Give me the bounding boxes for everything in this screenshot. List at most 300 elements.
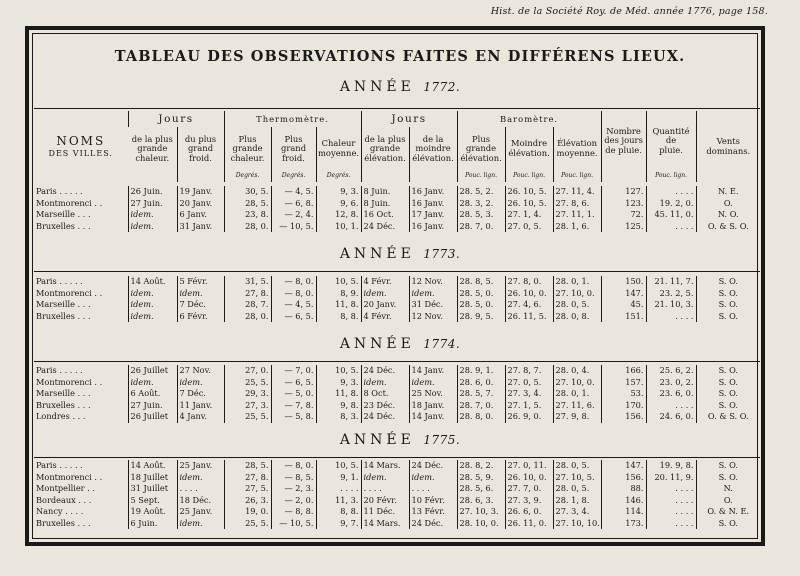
cell-jour-chaleur: 26 Juillet	[128, 365, 177, 377]
cell-quantite-pluie: . . . .	[646, 311, 696, 323]
cell-vents: N. O.	[696, 209, 760, 221]
cell-vents: S. O.	[696, 299, 760, 311]
cell-thermo-moyenne: 9, 7.	[316, 518, 361, 530]
units-pouc-3: Pouc. lign.	[553, 171, 601, 182]
cell-thermo-chaleur: 28, 7.	[224, 299, 271, 311]
cell-jour-moindre: 17 Janv.	[409, 209, 457, 221]
cell-jour-chaleur: 26 Juin.	[128, 186, 177, 198]
cell-baro-moyenne: 27. 8, 6.	[553, 198, 601, 210]
cell-thermo-moyenne: 10, 5.	[316, 276, 361, 288]
cell-baro-moindre: 26. 10, 5.	[505, 198, 553, 210]
cell-jour-moindre: 16 Janv.	[409, 198, 457, 210]
cell-ville: Paris . . . . .	[36, 365, 83, 376]
cell-jour-elevation: 14 Mars.	[361, 460, 409, 472]
cell-jour-elevation: 20 Janv.	[361, 299, 409, 311]
cell-baro-plus: 28. 5, 0.	[457, 299, 505, 311]
cell-jour-elevation: 4 Févr.	[361, 276, 409, 288]
cell-jours-pluie: 173.	[601, 518, 646, 530]
year-heading-1773: ANNÉE 1773.	[339, 246, 461, 262]
cell-thermo-moyenne: 10, 5.	[316, 365, 361, 377]
cell-thermo-froid: — 5, 0.	[271, 388, 316, 400]
units-degres-3: Degrés.	[316, 171, 361, 182]
table-row	[34, 311, 760, 323]
cell-jours-pluie: 147.	[601, 288, 646, 300]
cell-jour-moindre: idem.	[409, 377, 457, 389]
cell-jour-froid: 6 Janv.	[177, 209, 224, 221]
table-row	[34, 411, 760, 423]
header-rule-top	[34, 108, 760, 109]
cell-jour-froid: 7 Déc.	[177, 299, 224, 311]
cell-thermo-moyenne: 12, 8.	[316, 209, 361, 221]
cell-thermo-moyenne: 9, 8.	[316, 400, 361, 412]
cell-quantite-pluie: . . . .	[646, 400, 696, 412]
cell-vents: S. O.	[696, 377, 760, 389]
cell-jour-chaleur: 14 Août.	[128, 276, 177, 288]
cell-ville: Nancy . . . .	[36, 506, 84, 517]
cell-jours-pluie: 156.	[601, 411, 646, 423]
cell-baro-plus: 28. 10, 0.	[457, 518, 505, 530]
cell-jour-moindre: 13 Févr.	[409, 506, 457, 518]
cell-jour-chaleur: 27 Juin.	[128, 400, 177, 412]
cell-jour-chaleur: 27 Juin.	[128, 198, 177, 210]
cell-vents: O.	[696, 198, 760, 210]
cell-jour-moindre: idem.	[409, 288, 457, 300]
cell-jour-moindre: 18 Janv.	[409, 400, 457, 412]
cell-quantite-pluie: . . . .	[646, 506, 696, 518]
cell-thermo-froid: — 8, 5.	[271, 472, 316, 484]
cell-baro-plus: 28. 6, 3.	[457, 495, 505, 507]
units-pouc-4: Pouc. lign.	[646, 171, 696, 182]
cell-thermo-froid: — 7, 8.	[271, 400, 316, 412]
cell-jour-chaleur: 18 Juillet	[128, 472, 177, 484]
cell-thermo-froid: — 5, 8.	[271, 411, 316, 423]
cell-baro-moindre: 26. 10, 0.	[505, 472, 553, 484]
cell-jour-froid: 19 Janv.	[177, 186, 224, 198]
cell-quantite-pluie: . . . .	[646, 518, 696, 530]
cell-jour-froid: 31 Janv.	[177, 221, 224, 233]
cell-vents: S. O.	[696, 288, 760, 300]
cell-ville: Paris . . . . .	[36, 276, 83, 287]
cell-thermo-froid: — 6, 5.	[271, 377, 316, 389]
cell-ville: Paris . . . . .	[36, 186, 83, 197]
cell-quantite-pluie: 23. 6, 0.	[646, 388, 696, 400]
cell-jour-elevation: 14 Mars.	[361, 518, 409, 530]
cell-vents: S. O.	[696, 388, 760, 400]
cell-jour-elevation: 24 Déc.	[361, 365, 409, 377]
cell-thermo-moyenne: 8, 8.	[316, 311, 361, 323]
cell-thermo-moyenne: 9, 3.	[316, 377, 361, 389]
cell-vents: S. O.	[696, 472, 760, 484]
cell-baro-plus: 28. 8, 2.	[457, 460, 505, 472]
cell-thermo-chaleur: 19, 0.	[224, 506, 271, 518]
cell-jour-chaleur: 26 Juillet	[128, 411, 177, 423]
cell-jours-pluie: 150.	[601, 276, 646, 288]
cell-jour-chaleur: 6 Août.	[128, 388, 177, 400]
cell-thermo-chaleur: 29, 3.	[224, 388, 271, 400]
cell-thermo-chaleur: 27, 5.	[224, 483, 271, 495]
table-row	[34, 198, 760, 210]
cell-thermo-moyenne: 10, 1.	[316, 221, 361, 233]
data-table-1775	[34, 460, 760, 529]
cell-ville: Montpellier . .	[36, 483, 95, 494]
cell-ville: Montmorenci . .	[36, 287, 103, 298]
cell-baro-plus: 28. 5, 3.	[457, 209, 505, 221]
cell-baro-moindre: 26. 11, 0.	[505, 518, 553, 530]
cell-jour-moindre: idem.	[409, 472, 457, 484]
cell-vents: O.	[696, 495, 760, 507]
cell-thermo-chaleur: 25, 5.	[224, 411, 271, 423]
cell-ville: Bruxelles . . .	[36, 310, 91, 321]
cell-quantite-pluie: 21. 10, 3.	[646, 299, 696, 311]
cell-vents: S. O.	[696, 365, 760, 377]
cell-baro-plus: 28. 8, 5.	[457, 276, 505, 288]
cell-baro-plus: 28. 5, 6.	[457, 483, 505, 495]
col-group-jours-temp: Jours	[128, 111, 224, 127]
cell-jour-elevation: 4 Févr.	[361, 311, 409, 323]
cell-thermo-chaleur: 25, 5.	[224, 518, 271, 530]
cell-ville: Montmorenci . .	[36, 376, 103, 387]
cell-thermo-froid: — 4, 5.	[271, 299, 316, 311]
cell-jour-elevation: 24 Déc.	[361, 221, 409, 233]
cell-baro-moindre: 27. 0, 5.	[505, 221, 553, 233]
cell-thermo-moyenne: 8, 9.	[316, 288, 361, 300]
cell-baro-plus: 28. 3, 2.	[457, 198, 505, 210]
table-row	[34, 186, 760, 198]
table-row	[34, 495, 760, 507]
cell-jours-pluie: 114.	[601, 506, 646, 518]
table-row	[34, 518, 760, 530]
cell-ville: Paris . . . . .	[36, 460, 83, 471]
cell-baro-plus: 28. 6, 0.	[457, 377, 505, 389]
col-thermo-froid: Plus grand froid.	[271, 127, 316, 171]
cell-baro-moindre: 27. 3, 4.	[505, 388, 553, 400]
cell-baro-moyenne: 28. 0, 1.	[553, 388, 601, 400]
cell-quantite-pluie: 45. 11, 0.	[646, 209, 696, 221]
table-row	[34, 388, 760, 400]
cell-jour-chaleur: 14 Août.	[128, 460, 177, 472]
cell-baro-moyenne: 28. 0, 8.	[553, 311, 601, 323]
cell-ville: Montmorenci . .	[36, 197, 103, 208]
cell-jour-froid: 25 Janv.	[177, 506, 224, 518]
cell-baro-moindre: 26. 10, 0.	[505, 288, 553, 300]
cell-jour-moindre: 10 Févr.	[409, 495, 457, 507]
table-row	[34, 400, 760, 412]
cell-baro-moindre: 27. 0, 5.	[505, 377, 553, 389]
cell-thermo-moyenne: 10, 5.	[316, 460, 361, 472]
cell-quantite-pluie: 25. 6, 2.	[646, 365, 696, 377]
table-row	[34, 276, 760, 288]
cell-thermo-moyenne: 11, 8.	[316, 388, 361, 400]
cell-thermo-froid: — 8, 8.	[271, 506, 316, 518]
cell-baro-moyenne: 27. 11, 6.	[553, 400, 601, 412]
col-jour-moindre: de la moindre élévation.	[409, 127, 457, 171]
data-table-1774	[34, 365, 760, 423]
units-pouc-1: Pouc. lign.	[457, 171, 505, 182]
col-jour-froid: du plus grand froid.	[177, 127, 224, 171]
cell-jour-elevation: idem.	[361, 472, 409, 484]
cell-vents: O. & S. O.	[696, 411, 760, 423]
col-thermo-chaleur: Plus grande chaleur.	[224, 127, 271, 171]
cell-baro-moindre: 27. 7, 0.	[505, 483, 553, 495]
cell-jour-moindre: 24 Déc.	[409, 518, 457, 530]
cell-thermo-froid: — 2, 3.	[271, 483, 316, 495]
cell-baro-plus: 28. 5, 2.	[457, 186, 505, 198]
table-row	[34, 460, 760, 472]
cell-thermo-froid: — 10, 5.	[271, 518, 316, 530]
cell-quantite-pluie: 21. 11, 7.	[646, 276, 696, 288]
cell-quantite-pluie: . . . .	[646, 221, 696, 233]
cell-jour-moindre: 12 Nov.	[409, 276, 457, 288]
cell-vents: S. O.	[696, 400, 760, 412]
year-heading-1772: ANNÉE 1772.	[339, 79, 461, 95]
cell-thermo-froid: — 8, 0.	[271, 460, 316, 472]
cell-jour-elevation: 8 Oct.	[361, 388, 409, 400]
units-degres-2: Degrés.	[271, 171, 316, 182]
table-row	[34, 483, 760, 495]
col-baro-moyenne: Élévation moyenne.	[553, 127, 601, 171]
cell-baro-moindre: 27. 3, 9.	[505, 495, 553, 507]
table-row	[34, 221, 760, 233]
cell-jour-chaleur: idem.	[128, 209, 177, 221]
cell-quantite-pluie: 23. 0, 2.	[646, 377, 696, 389]
page-header-reference: Hist. de la Société Roy. de Méd. année 1776, page 158.	[490, 6, 768, 17]
cell-thermo-moyenne: 8, 3.	[316, 411, 361, 423]
cell-ville: Marseille . . .	[36, 299, 91, 310]
col-jour-elevation: de la plus grande élévation.	[361, 127, 409, 171]
cell-thermo-moyenne: 9, 6.	[316, 198, 361, 210]
cell-ville: Londres . . .	[36, 411, 86, 422]
cell-jour-elevation: 11 Déc.	[361, 506, 409, 518]
cell-jour-moindre: 16 Janv.	[409, 221, 457, 233]
cell-jours-pluie: 146.	[601, 495, 646, 507]
cell-quantite-pluie: . . . .	[646, 495, 696, 507]
cell-vents: S. O.	[696, 311, 760, 323]
cell-thermo-chaleur: 27, 3.	[224, 400, 271, 412]
cell-quantite-pluie: . . . .	[646, 483, 696, 495]
cell-baro-plus: 28. 5, 7.	[457, 388, 505, 400]
cell-jour-froid: 4 Janv.	[177, 411, 224, 423]
cell-ville: Montmorenci . .	[36, 471, 103, 482]
cell-jour-moindre: 14 Janv.	[409, 365, 457, 377]
cell-baro-moyenne: 28. 0, 1.	[553, 276, 601, 288]
cell-thermo-chaleur: 28, 0.	[224, 311, 271, 323]
cell-jour-chaleur: 6 Juin.	[128, 518, 177, 530]
cell-jour-moindre: 31 Déc.	[409, 299, 457, 311]
cell-thermo-chaleur: 30, 5.	[224, 186, 271, 198]
cell-jour-moindre: . . . .	[409, 483, 457, 495]
cell-thermo-chaleur: 28, 0.	[224, 221, 271, 233]
cell-thermo-froid: — 2, 4.	[271, 209, 316, 221]
cell-jours-pluie: 88.	[601, 483, 646, 495]
cell-baro-moyenne: 27. 10, 0.	[553, 288, 601, 300]
col-nombre-jours-pluie: Nombre des jours de pluie.	[601, 111, 646, 171]
cell-thermo-chaleur: 27, 8.	[224, 472, 271, 484]
table-row	[34, 377, 760, 389]
cell-jour-froid: idem.	[177, 518, 224, 530]
cell-ville: Bruxelles . . .	[36, 399, 91, 410]
col-noms: NOMS DES VILLES.	[48, 134, 113, 158]
cell-baro-moyenne: 28. 0, 5.	[553, 483, 601, 495]
cell-thermo-froid: — 10, 5.	[271, 221, 316, 233]
cell-thermo-moyenne: . . . .	[316, 483, 361, 495]
cell-jour-chaleur: idem.	[128, 299, 177, 311]
cell-jour-elevation: 8 Juin.	[361, 186, 409, 198]
cell-baro-plus: 27. 10, 3.	[457, 506, 505, 518]
cell-jour-froid: 20 Janv.	[177, 198, 224, 210]
cell-ville: Marseille . . .	[36, 209, 91, 220]
cell-jour-froid: idem.	[177, 288, 224, 300]
col-quantite-pluie: Quantité de pluie.	[646, 111, 696, 171]
cell-jours-pluie: 170.	[601, 400, 646, 412]
cell-jour-chaleur: idem.	[128, 288, 177, 300]
cell-baro-moyenne: 27. 11, 1.	[553, 209, 601, 221]
cell-thermo-chaleur: 25, 5.	[224, 377, 271, 389]
cell-jour-froid: 18 Déc.	[177, 495, 224, 507]
cell-vents: S. O.	[696, 276, 760, 288]
cell-quantite-pluie: 19. 2, 0.	[646, 198, 696, 210]
data-table-1772	[34, 186, 760, 232]
units-degres-1: Degrés.	[224, 171, 271, 182]
cell-jour-froid: idem.	[177, 472, 224, 484]
cell-vents: O. & N. E.	[696, 506, 760, 518]
cell-thermo-chaleur: 27, 8.	[224, 288, 271, 300]
cell-thermo-chaleur: 31, 5.	[224, 276, 271, 288]
cell-baro-moyenne: 28. 1, 8.	[553, 495, 601, 507]
col-thermo-moyenne: Chaleur moyenne.	[316, 127, 361, 171]
cell-baro-moindre: 27. 0, 11.	[505, 460, 553, 472]
cell-jour-froid: . . . .	[177, 483, 224, 495]
col-baro-moindre: Moindre élévation.	[505, 127, 553, 171]
cell-baro-moindre: 27. 8, 7.	[505, 365, 553, 377]
cell-jour-moindre: 12 Nov.	[409, 311, 457, 323]
cell-thermo-chaleur: 28, 5.	[224, 198, 271, 210]
year-heading-1775: ANNÉE 1775.	[339, 432, 461, 448]
cell-baro-moindre: 27. 4, 6.	[505, 299, 553, 311]
cell-thermo-froid: — 8, 0.	[271, 276, 316, 288]
cell-quantite-pluie: . . . .	[646, 186, 696, 198]
cell-jour-froid: 27 Nov.	[177, 365, 224, 377]
cell-jours-pluie: 151.	[601, 311, 646, 323]
cell-baro-moyenne: 27. 3, 4.	[553, 506, 601, 518]
cell-quantite-pluie: 23. 2, 5.	[646, 288, 696, 300]
cell-jour-elevation: idem.	[361, 288, 409, 300]
col-jour-chaleur: de la plus grande chaleur.	[131, 133, 173, 163]
cell-jour-moindre: 25 Nov.	[409, 388, 457, 400]
cell-baro-moyenne: 27. 11, 4.	[553, 186, 601, 198]
cell-thermo-moyenne: 8, 8.	[316, 506, 361, 518]
col-group-jours-baro: Jours	[361, 111, 457, 127]
cell-thermo-froid: — 8, 0.	[271, 288, 316, 300]
cell-jours-pluie: 45.	[601, 299, 646, 311]
cell-jours-pluie: 123.	[601, 198, 646, 210]
cell-thermo-chaleur: 27, 0.	[224, 365, 271, 377]
cell-jour-chaleur: 19 Août.	[128, 506, 177, 518]
cell-jour-froid: 25 Janv.	[177, 460, 224, 472]
cell-baro-moindre: 26. 6, 0.	[505, 506, 553, 518]
cell-baro-moindre: 27. 1, 5.	[505, 400, 553, 412]
cell-thermo-moyenne: 9, 1.	[316, 472, 361, 484]
cell-thermo-froid: — 2, 0.	[271, 495, 316, 507]
cell-baro-plus: 28. 9, 1.	[457, 365, 505, 377]
cell-thermo-froid: — 4, 5.	[271, 186, 316, 198]
cell-jours-pluie: 157.	[601, 377, 646, 389]
cell-baro-moindre: 27. 1, 4.	[505, 209, 553, 221]
cell-vents: N.	[696, 483, 760, 495]
cell-jour-chaleur: 5 Sept.	[128, 495, 177, 507]
cell-baro-moindre: 26. 9, 0.	[505, 411, 553, 423]
cell-jour-moindre: 14 Janv.	[409, 411, 457, 423]
table-title: TABLEAU DES OBSERVATIONS FAITES EN DIFFÉRENS LIEUX.	[114, 48, 686, 65]
cell-ville: Marseille . . .	[36, 388, 91, 399]
cell-jours-pluie: 166.	[601, 365, 646, 377]
table-row	[34, 288, 760, 300]
cell-baro-moindre: 26. 10, 5.	[505, 186, 553, 198]
cell-baro-moyenne: 28. 0, 4.	[553, 365, 601, 377]
cell-vents: O. & S. O.	[696, 221, 760, 233]
table-row	[34, 365, 760, 377]
table-row	[34, 506, 760, 518]
cell-jour-elevation: . . . .	[361, 483, 409, 495]
cell-thermo-moyenne: 11, 8.	[316, 299, 361, 311]
cell-baro-moindre: 26. 11, 5.	[505, 311, 553, 323]
cell-baro-moyenne: 27. 10, 0.	[553, 377, 601, 389]
cell-quantite-pluie: 19. 9, 8.	[646, 460, 696, 472]
cell-vents: N. E.	[696, 186, 760, 198]
cell-jours-pluie: 53.	[601, 388, 646, 400]
cell-jours-pluie: 72.	[601, 209, 646, 221]
table-row	[34, 472, 760, 484]
col-vents: Vents dominans.	[696, 111, 760, 182]
year-heading-1774: ANNÉE 1774.	[339, 336, 461, 352]
table-row	[34, 209, 760, 221]
cell-jours-pluie: 147.	[601, 460, 646, 472]
cell-baro-plus: 28. 5, 0.	[457, 288, 505, 300]
cell-jour-chaleur: idem.	[128, 221, 177, 233]
cell-jour-chaleur: 31 Juillet	[128, 483, 177, 495]
cell-jour-froid: 7 Déc.	[177, 388, 224, 400]
cell-ville: Bordeaux . . .	[36, 494, 92, 505]
cell-baro-moindre: 27. 8, 0.	[505, 276, 553, 288]
cell-thermo-moyenne: 11, 3.	[316, 495, 361, 507]
cell-baro-moyenne: 28. 1, 6.	[553, 221, 601, 233]
cell-jour-elevation: 16 Oct.	[361, 209, 409, 221]
cell-baro-plus: 28. 7, 0.	[457, 400, 505, 412]
cell-quantite-pluie: 24. 6, 0.	[646, 411, 696, 423]
cell-jour-moindre: 24 Déc.	[409, 460, 457, 472]
cell-vents: S. O.	[696, 460, 760, 472]
cell-baro-moyenne: 28. 0, 5.	[553, 299, 601, 311]
cell-jour-moindre: 16 Janv.	[409, 186, 457, 198]
cell-jour-elevation: 24 Déc.	[361, 411, 409, 423]
data-table-1773	[34, 276, 760, 322]
cell-jour-elevation: 20 Févr.	[361, 495, 409, 507]
cell-baro-plus: 28. 7, 0.	[457, 221, 505, 233]
cell-baro-moyenne: 27. 10, 10.	[553, 518, 601, 530]
cell-jour-chaleur: idem.	[128, 311, 177, 323]
cell-jour-froid: 6 Févr.	[177, 311, 224, 323]
cell-baro-plus: 28. 5, 9.	[457, 472, 505, 484]
cell-jour-elevation: idem.	[361, 377, 409, 389]
cell-thermo-chaleur: 28, 5.	[224, 460, 271, 472]
cell-ville: Bruxelles . . .	[36, 517, 91, 528]
cell-jours-pluie: 127.	[601, 186, 646, 198]
cell-thermo-chaleur: 26, 3.	[224, 495, 271, 507]
cell-thermo-froid: — 6, 8.	[271, 198, 316, 210]
cell-jour-chaleur: idem.	[128, 377, 177, 389]
column-header	[34, 111, 760, 182]
cell-ville: Bruxelles . . .	[36, 220, 91, 231]
cell-jour-elevation: 8 Juin.	[361, 198, 409, 210]
